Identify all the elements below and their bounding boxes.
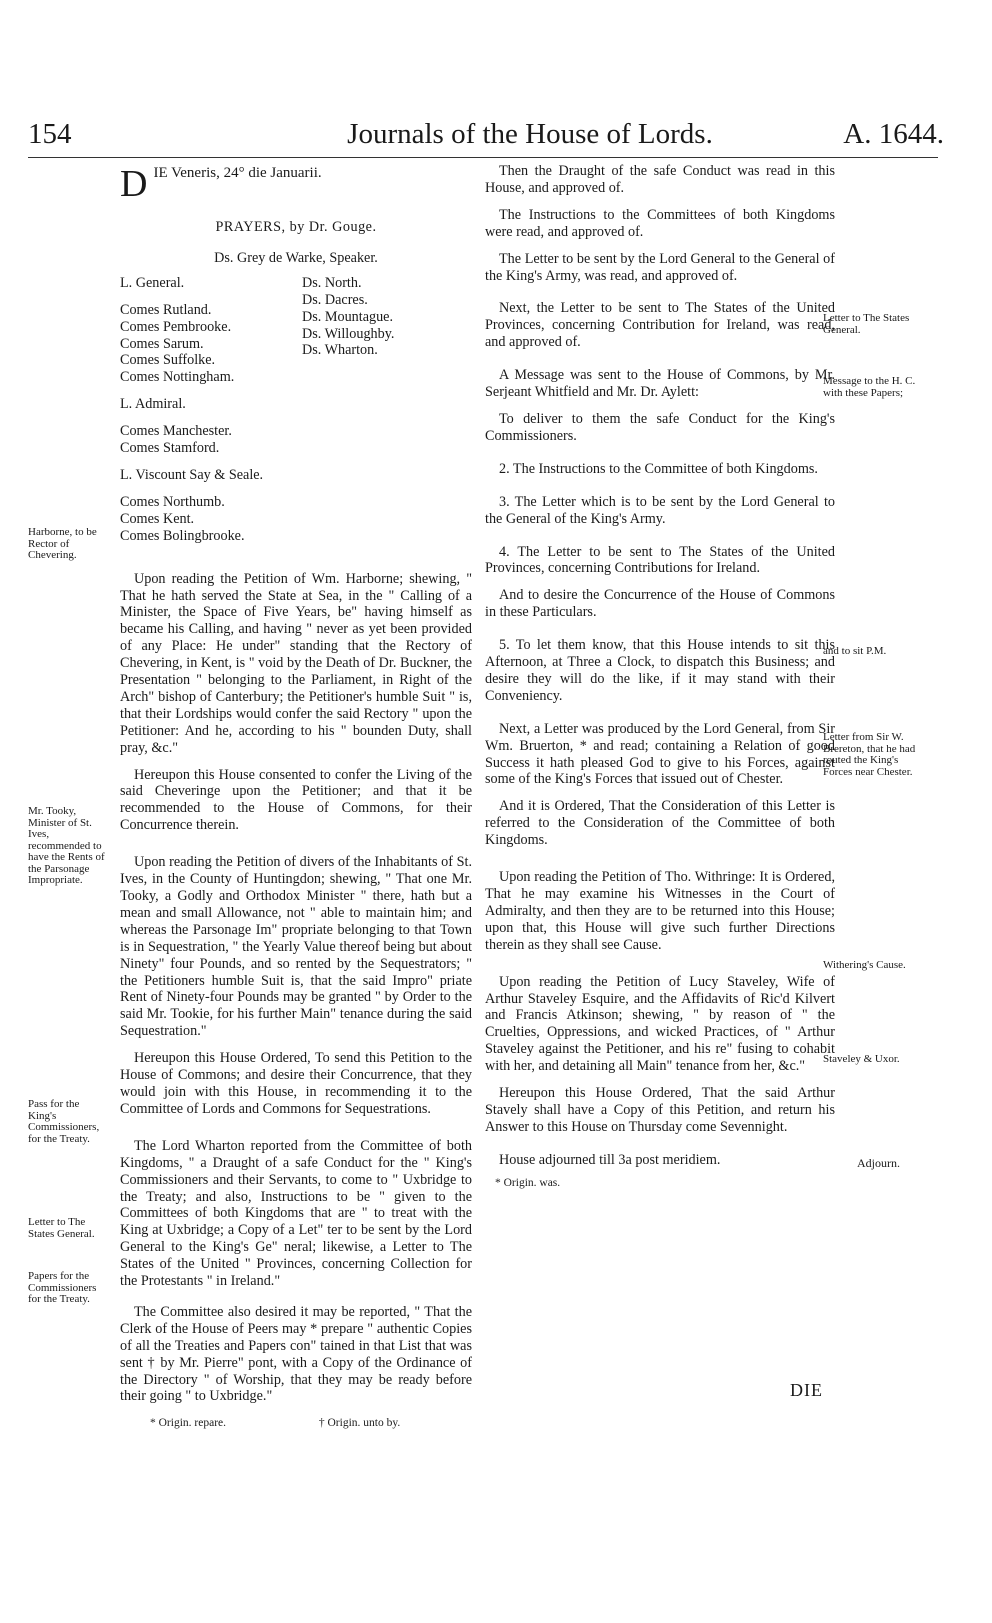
date-line (120, 163, 472, 205)
harborne-petition: Upon reading the Petition of Wm. Harborne; shewing, " That he hath served the State at Sea, in the " Calling of a Minister, the Space of Five Years, be" having himself as became his Calling, and having " never as yet been provided of any Place: He under" standing that the Rectory of Chevering, in Kent, is " void by the Death of Dr. Buckner, the Presentation " belonging to the Parliament, in Right of the Arch" bishop of Canterbury; the Petitioner's humble Suit " is, that their Lordships would confer the said Rectory " upon the Petitioner: And he, according to his " bounden Duty, shall pray, &c." (120, 570, 472, 756)
footnote-repare: * Origin. repare. (150, 1417, 226, 1430)
margin-note-letter-states-right: Letter to The States General. (823, 312, 910, 336)
attendee: Comes Bolingbrooke. (120, 527, 245, 544)
attendee: Comes Suffolke. (120, 352, 216, 369)
attendance-column-a (120, 275, 288, 545)
list-spacer (120, 457, 288, 467)
left-column (120, 163, 472, 1432)
attendee: Comes Northumb. (120, 493, 225, 510)
left-footnotes (120, 1415, 472, 1432)
date-dropcap: D (120, 163, 148, 205)
list-spacer (120, 484, 288, 494)
margin-note-withering: Withering's Cause. (823, 959, 906, 971)
attendee: Ds. Willoughby. (302, 325, 395, 342)
footnote-unto: † Origin. unto by. (318, 1417, 401, 1430)
attendee: Ds. Dacres. (302, 291, 368, 308)
right-footnote: * Origin. was. (495, 1176, 561, 1189)
date-text: IE Veneris, 24° die Januarii. (153, 165, 322, 181)
brereton-letter: Next, a Letter was produced by the Lord General, from Sir Wm. Bruerton, * and read; containing a Relation of good Success it hath pleased God to give to his Forces, against some of the King's Forces that issued out of Chester. (485, 720, 835, 788)
staveley-petition: Upon reading the Petition of Lucy Staveley, Wife of Arthur Staveley Esquire, and the Affidavits of Ric'd Kilvert and Francis Atkinson; shewing, " by reason of " the Cruelties, Oppressions, and wicked Practices, of " Arthur Staveley against the Petitioner, and his re" fusing to cohabit with her, and detaining all Main" tenance from her, &c." (485, 973, 835, 1075)
margin-note-brereton: Letter from Sir W. Brereton, that he had routed the King's Forces near Chester. (823, 731, 916, 778)
running-title: Journals of the House of Lords. (347, 118, 713, 150)
margin-note-papers: Papers for the Commissioners for the Treaty. (28, 1270, 97, 1305)
speaker-line: Ds. Grey de Warke, Speaker. (214, 249, 378, 266)
list-spacer (120, 386, 288, 396)
attendee: Comes Kent. (120, 510, 195, 527)
instructions-approved: The Instructions to the Committees of both Kingdoms were read, and approved of. (485, 206, 835, 240)
attendee: L. General. (120, 274, 185, 291)
year-heading: A. 1644. (843, 118, 944, 150)
safe-conduct-approved: Then the Draught of the safe Conduct was read in this House, and approved of. (485, 163, 835, 196)
margin-note-tooky: Mr. Tooky, Minister of St. Ives, recommended to have the Rents of the Parsonage Impropriate. (28, 805, 105, 886)
margin-note-sit-pm: and to sit P.M. (823, 645, 887, 657)
adjournment: House adjourned till 3a post meridiem. (499, 1151, 721, 1168)
attendance-column-b (302, 275, 394, 545)
tooky-order: Hereupon this House Ordered, To send this Petition to the House of Commons; and desire their Concurrence, that they would join with this House, in recommending it to the Committee of Lords and Commons for Sequestrations. (120, 1050, 472, 1117)
margin-note-pass: Pass for the King's Commissioners, for the Treaty. (28, 1098, 100, 1145)
letter-general-approved: The Letter to be sent by the Lord General to the General of the King's Army, was read, and approved of. (485, 250, 835, 284)
attendee: Comes Nottingham. (120, 369, 235, 386)
attendee: Comes Pembrooke. (120, 318, 232, 335)
prayers-line: PRAYERS, by Dr. Gouge. (215, 219, 377, 235)
margin-note-message: Message to the H. C. with these Papers; (823, 375, 916, 399)
list-spacer (120, 413, 288, 423)
message-concurrence: And to desire the Concurrence of the House of Commons in these Particulars. (485, 587, 835, 621)
committee-request: The Committee also desired it may be reported, " That the Clerk of the House of Peers may * prepare " authentic Copies of all the Treaties and Papers con" tained in that List that was sent † by Mr. Pierre" pont, with a Copy of the Ordinance of the Directory " of Worship, that they may be ready before their going " to Uxbridge." (120, 1303, 472, 1405)
right-column (485, 163, 835, 1192)
attendee: Ds. Mountague. (302, 308, 394, 325)
brereton-order: And it is Ordered, That the Consideration of this Letter is referred to the Consideration of the Committee of both Kingdoms. (485, 798, 835, 849)
header-rule (28, 157, 938, 158)
list-spacer (120, 292, 288, 302)
harborne-resolution: Hereupon this House consented to confer the Living of the said Cheveringe upon the Petitioner; and that it be recommended to the House of Commons, for their Concurrence therein. (120, 766, 472, 834)
page-number: 154 (28, 118, 72, 150)
attendee: L. Viscount Say & Seale. (120, 466, 264, 483)
attendee: Comes Manchester. (120, 423, 232, 440)
staveley-order: Hereupon this House Ordered, That the said Arthur Stavely shall have a Copy of this Petition, and return his Answer to this House on Thursday come Sevennight. (485, 1085, 835, 1135)
attendee: Comes Rutland. (120, 301, 212, 318)
attendee: Comes Stamford. (120, 440, 220, 457)
message-item-1: To deliver to them the safe Conduct for the King's Commissioners. (485, 410, 835, 444)
letter-states-approved: Next, the Letter to be sent to The States of the United Provinces, concerning Contribution for Ireland, was read, and approved of. (485, 300, 835, 351)
attendance-list (120, 275, 472, 545)
withringe-petition: Upon reading the Petition of Tho. Withringe: It is Ordered, That he may examine his Witnesses in the Court of Admiralty, and then they are to be returned into this House; upon that, this House will give such further Directions therein as they shall see Cause. (485, 869, 835, 953)
wharton-report: The Lord Wharton reported from the Committee of both Kingdoms, " a Draught of a safe Conduct for the " King's Commissioners and their Servants, to come to " Uxbridge to the Treaty; and also, Instructions to be " given to the Committees of both Kingdoms that are " to treat with the King at Uxbridge; a Copy of a Let" ter to be sent by the Lord General to the King's Ge" neral; likewise, a Letter to The States of the United " Provinces, concerning Collection for the Protestants " in Ireland." (120, 1137, 472, 1290)
attendee: Comes Sarum. (120, 335, 204, 352)
message-item-4: 4. The Letter to be sent to The States of the United Provinces, concerning Contributions for Ireland. (485, 543, 835, 577)
message-item-2: 2. The Instructions to the Committee of both Kingdoms. (499, 460, 818, 477)
attendee: Ds. North. (302, 274, 362, 291)
tooky-petition: Upon reading the Petition of divers of the Inhabitants of St. Ives, in the County of Huntingdon; shewing, " That one Mr. Tooky, a Godly and Orthodox Minister " there, hath but a mean and small Allowance, not " able to maintain him; and whereas the Parsonage Im" propriate belonging to that Town is in Sequestration, " the Yearly Value thereof being but about Ninety" four Pounds, and so rented by the Sequestrators; " the Petitioners humble Suit is, that the said Impro" priate Rent of Ninety-four Pounds may be granted " by Order to the said Mr. Tookie, for his further Main" tenance during the said Sequestration." (120, 854, 472, 1040)
margin-note-adjourn: Adjourn. (857, 1156, 900, 1170)
message-to-commons: A Message was sent to the House of Commons, by Mr. Serjeant Whitfield and Mr. Dr. Aylett: (485, 367, 835, 401)
message-item-5: 5. To let them know, that this House intends to sit this Afternoon, at Three a Clock, to dispatch this Business; and desire they will do the like, if it may stand with their Conveniency. (485, 637, 835, 704)
attendee: L. Admiral. (120, 396, 186, 413)
margin-note-staveley: Staveley & Uxor. (823, 1053, 900, 1065)
attendee: Ds. Wharton. (302, 342, 378, 359)
message-item-3: 3. The Letter which is to be sent by the Lord General to the General of the King's Army. (485, 493, 835, 527)
margin-note-letter-states: Letter to The States General. (28, 1216, 95, 1240)
catchword: DIE (790, 1380, 823, 1400)
margin-note-harborne: Harborne, to be Rector of Chevering. (28, 526, 97, 561)
